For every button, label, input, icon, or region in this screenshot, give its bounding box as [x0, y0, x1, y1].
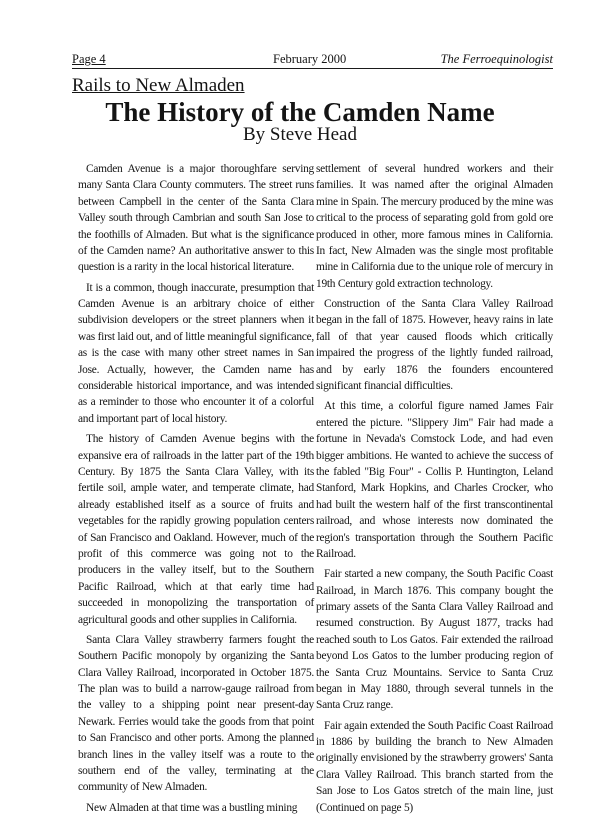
header-rule	[72, 68, 553, 69]
paragraph: The history of Camden Avenue begins with the expansive era of railroads in the latter part of the 19th Century. By 1875 the Santa Clara Valley, with its fertile soil, ample water, and temperate climate, had already established itself as a source of fruits and vegetables for the rapidly growing population centers of San Francisco and Oakland. However, much of the profit of this commerce was going not to the producers in the valley itself, but to the Southern Pacific Railroad, which at that early time had succeeded in monopolizing the transportation of agricultural goods and other supplies in California.	[78, 433, 314, 626]
paragraph: It is a common, though inaccurate, presumption that Camden Avenue is an arbitrary choice of either subdivision developers or the street planners when it was first laid out, and of little meaningful significance, as is the case with many other street names in San Jose. Actually, however, the Camden name has considerable historical importance, and was intended as a reminder to those who encounter it of a colorful and important part of local history.	[78, 281, 314, 425]
left-column	[78, 161, 314, 820]
paragraph: Santa Clara Valley strawberry farmers fought the Southern Pacific monopoly by organizing the Santa Clara Valley Railroad, incorporated in October 1875. The plan was to build a narrow-gauge railroad from the valley to a shipping point near present-day Newark. Ferries would take the goods from that point to San Francisco and other ports. Among the planned branch lines in the valley itself was a route to the southern end of the valley, terminating at the community of New Almaden.	[78, 633, 314, 794]
page-header	[72, 52, 553, 66]
article-title: The History of the Camden Name	[105, 97, 495, 127]
publication-name: The Ferroequinologist	[440, 52, 553, 66]
paragraph: At this time, a colorful figure named James Fair entered the picture. "Slippery Jim" Fair had made a fortune in Nevada's Comstock Lode, and had even bigger ambitions. He wanted to achieve the success of the fabled "Big Four" - Collis P. Huntington, Leland Stanford, Mark Hopkins, and Charles Crocker, who had built the western half of the first transcontinental railroad, and whose interests now dominated the region's transportation through the Southern Pacific Railroad.	[316, 400, 553, 560]
paragraph: Construction of the Santa Clara Valley Railroad began in the fall of 1875. However, heavy rains in late fall of that year caused floods which critically impaired the progress of the lightly funded railroad, and by early 1876 the founders encountered significant financial difficulties.	[316, 298, 553, 393]
issue-date: February 2000	[273, 52, 347, 66]
right-column	[316, 161, 553, 820]
paragraph: New Almaden at that time was a bustling mining	[86, 801, 298, 814]
series-title: Rails to New Almaden	[72, 75, 245, 96]
paragraph: settlement of several hundred workers and their families. It was named after the original Almaden mine in Spain. The mercury produced by the mine was critical to the process of separating gold from gold ore produced in other, more famous mines in California. In fact, New Almaden was the single most profitable mine in California due to the unique role of mercury in 19th Century gold extraction technology.	[316, 163, 553, 290]
article-byline: By Steve Head	[243, 124, 357, 145]
paragraph: Fair again extended the South Pacific Coast Railroad in 1886 by building the branch to New Almaden originally envisioned by the strawberry growers' Santa Clara Valley Railroad. This branch started from the San Jose to Los Gatos stretch of the main line, just (Continued on page 5)	[316, 719, 553, 814]
paragraph: Camden Avenue is a major thoroughfare serving many Santa Clara County commuters. The street runs between Campbell in the center of the Santa Clara Valley south through Cambrian and south San Jose to the foothills of Almaden. But what is the significance of the Camden name? An authoritative answer to this question is a rarity in the local historical literature.	[78, 163, 314, 274]
page-number: Page 4	[72, 52, 106, 66]
paragraph: Fair started a new company, the South Pacific Coast Railroad, in March 1876. This company bought the primary assets of the Santa Clara Valley Railroad and resumed construction. By August 1877, tracks had reached south to Los Gatos. Fair extended the railroad beyond Los Gatos to the lumber producing region of the Santa Cruz Mountains. Service to Santa Cruz began in May 1880, through several tunnels in the Santa Cruz range.	[316, 568, 553, 712]
